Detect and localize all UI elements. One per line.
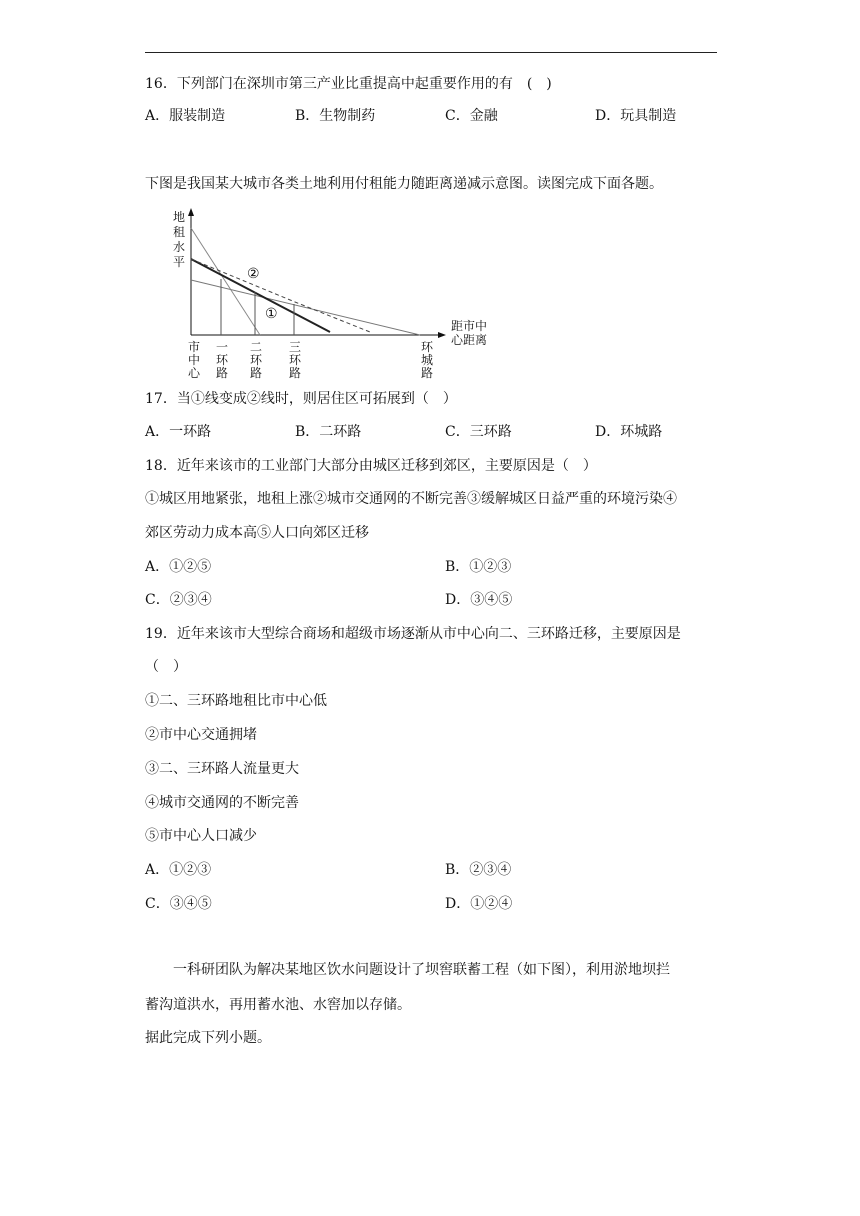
x-axis-label-line: 心距离 (451, 333, 488, 347)
tick-label-char: 路 (216, 366, 229, 380)
q16-stem: 16．下列部门在深圳市第三产业比重提高中起重要作用的有 ( ) (145, 76, 552, 92)
q19-option-b: B．②③④ (445, 862, 512, 878)
q17-option-c: C．三环路 (445, 424, 512, 440)
tick-label-char: 路 (289, 366, 302, 380)
tick-label-char: 环 (421, 340, 434, 354)
y-axis-label-char: 地 (173, 210, 186, 224)
q19-stem-line1: 19．近年来该市大型综合商场和超级市场逐渐从市中心向二、三环路迁移，主要原因是 (145, 626, 681, 642)
tick-label-char: 环 (250, 353, 263, 367)
q16-option-c: C．金融 (445, 108, 498, 124)
intro-next-line1: 一科研团队为解决某地区饮水问题设计了坝窖联蓄工程（如下图），利用淤地坝拦 (173, 962, 670, 978)
tick-label-char: 二 (250, 340, 263, 354)
q17-stem: 17．当①线变成②线时，则居住区可拓展到（ ） (145, 391, 457, 407)
q17-option-d: D．环城路 (595, 424, 663, 440)
rent-distance-figure (165, 204, 505, 384)
tick-label-char: 心 (188, 366, 201, 380)
y-axis-label-char: 平 (173, 255, 186, 269)
top-rule (145, 52, 717, 53)
tick-label-char: 路 (250, 366, 263, 380)
tick-label-char: 环 (216, 353, 229, 367)
q19-item: ③二、三环路人流量更大 (145, 761, 299, 777)
q16-option-a: A．服装制造 (145, 108, 226, 124)
q17-option-a: A．一环路 (145, 424, 212, 440)
tick-label-char: 路 (421, 366, 434, 380)
intro-next-line2: 蓄沟道洪水，再用蓄水池、水窖加以存储。 (145, 997, 411, 1013)
x-axis-arrow (438, 332, 446, 338)
tick-label-char: 三 (289, 340, 302, 354)
industrial-rent-line (191, 259, 330, 332)
q17-option-b: B．二环路 (295, 424, 362, 440)
tick-label-char: 城 (421, 353, 434, 367)
q19-item: ⑤市中心人口减少 (145, 828, 257, 844)
q18-items-line2: 郊区劳动力成本高⑤人口向郊区迁移 (145, 525, 369, 541)
q19-item: ②市中心交通拥堵 (145, 727, 257, 743)
y-axis-label-char: 水 (173, 240, 186, 254)
intro-next-line3: 据此完成下列小题。 (145, 1030, 271, 1046)
q18-option-a: A．①②⑤ (145, 559, 212, 575)
line-2-label: ② (247, 266, 260, 282)
q19-option-a: A．①②③ (145, 862, 212, 878)
residential-rent-line (191, 280, 420, 335)
tick-label-char: 环 (289, 353, 302, 367)
q18-option-b: B．①②③ (445, 559, 512, 575)
x-axis-label-line: 距市中 (451, 319, 488, 333)
tick-label-char: 市 (188, 340, 201, 354)
q18-stem: 18．近年来该市的工业部门大部分由城区迁移到郊区，主要原因是（ ） (145, 458, 597, 474)
q18-option-c: C．②③④ (145, 592, 212, 608)
q19-option-c: C．③④⑤ (145, 896, 212, 912)
y-axis-label-char: 租 (173, 225, 186, 239)
q19-item: ④城市交通网的不断完善 (145, 795, 299, 811)
q19-item: ①二、三环路地租比市中心低 (145, 693, 327, 709)
residential-rent-line-2 (191, 259, 370, 332)
q18-option-d: D．③④⑤ (445, 592, 513, 608)
y-axis-arrow (188, 208, 194, 216)
q19-stem-line2: （ ） (145, 659, 187, 675)
q16-option-d: D．玩具制造 (595, 108, 677, 124)
q19-option-d: D．①②④ (445, 896, 513, 912)
intro-17-19: 下图是我国某大城市各类土地利用付租能力随距离递减示意图。读图完成下面各题。 (145, 176, 663, 192)
q18-items-line1: ①城区用地紧张，地租上涨②城市交通网的不断完善③缓解城区日益严重的环境污染④ (145, 491, 677, 507)
tick-label-char: 一 (216, 340, 229, 354)
q16-option-b: B．生物制药 (295, 108, 376, 124)
tick-label-char: 中 (188, 353, 201, 367)
line-1-label: ① (265, 306, 278, 322)
